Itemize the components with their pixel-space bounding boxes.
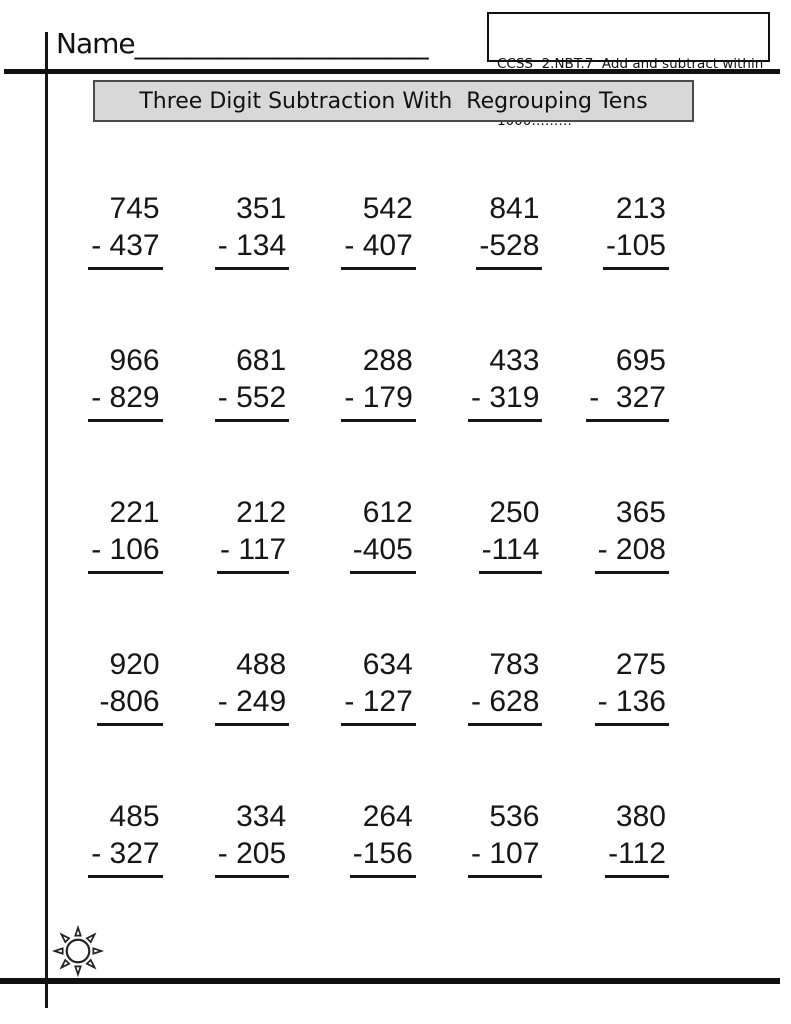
problem-cell <box>595 646 669 726</box>
minuend: 250 <box>489 496 540 529</box>
problem-cell <box>468 342 542 422</box>
minuend: 334 <box>236 800 287 833</box>
problem-cell <box>468 798 542 878</box>
problems-grid <box>36 190 669 878</box>
minuend: 275 <box>615 648 666 681</box>
minuend: 365 <box>615 496 666 529</box>
subtrahend: - 106 <box>88 531 162 574</box>
subtrahend: - 319 <box>468 379 542 422</box>
minuend: 380 <box>615 800 666 833</box>
subtrahend: -112 <box>605 835 669 878</box>
problem-cell <box>215 342 289 422</box>
subtrahend: - 136 <box>595 683 669 726</box>
worksheet-title: Three Digit Subtraction With Regrouping Tens <box>139 88 648 114</box>
problem-cell <box>605 798 669 878</box>
minuend: 221 <box>109 496 160 529</box>
subtrahend: - 117 <box>217 531 289 574</box>
minuend: 920 <box>109 648 160 681</box>
ccss-text-line1: CCSS 2.NBT.7 Add and subtract within <box>497 56 764 72</box>
subtrahend: -405 <box>350 531 416 574</box>
name-field <box>56 27 429 60</box>
subtrahend: - 407 <box>341 227 415 270</box>
minuend: 745 <box>109 192 160 225</box>
problem-cell <box>603 190 669 270</box>
minuend: 695 <box>615 344 666 377</box>
minuend: 213 <box>615 192 666 225</box>
problem-cell <box>350 798 416 878</box>
sun-icon <box>52 925 104 977</box>
subtrahend: - 829 <box>88 379 162 422</box>
subtrahend: - 127 <box>341 683 415 726</box>
problem-cell <box>479 494 543 574</box>
subtrahend: - 552 <box>215 379 289 422</box>
subtrahend: - 628 <box>468 683 542 726</box>
minuend: 485 <box>109 800 160 833</box>
problem-cell <box>341 190 415 270</box>
problem-cell <box>468 646 542 726</box>
subtrahend: - 205 <box>215 835 289 878</box>
problem-cell <box>350 494 416 574</box>
minuend: 212 <box>236 496 287 529</box>
subtrahend: - 249 <box>215 683 289 726</box>
subtrahend: -806 <box>97 683 163 726</box>
problem-cell <box>88 494 162 574</box>
ccss-standard-box <box>487 12 770 72</box>
subtrahend: - 208 <box>595 531 669 574</box>
minuend: 488 <box>236 648 287 681</box>
problem-cell <box>595 494 669 574</box>
minuend: 841 <box>489 192 540 225</box>
subtrahend: - 327 <box>586 379 669 422</box>
subtrahend: -114 <box>479 531 543 574</box>
problem-cell <box>341 342 415 422</box>
problem-cell <box>217 494 289 574</box>
problem-cell <box>97 646 163 726</box>
minuend: 783 <box>489 648 540 681</box>
minuend: 681 <box>236 344 287 377</box>
minuend: 536 <box>489 800 540 833</box>
minuend: 634 <box>362 648 413 681</box>
problem-cell <box>341 646 415 726</box>
minuend: 966 <box>109 344 160 377</box>
minuend: 542 <box>362 192 413 225</box>
minuend: 288 <box>362 344 413 377</box>
problem-cell <box>215 798 289 878</box>
subtrahend: - 179 <box>341 379 415 422</box>
minuend: 433 <box>489 344 540 377</box>
problem-cell <box>476 190 542 270</box>
problem-cell <box>215 646 289 726</box>
name-label: Name <box>56 27 135 60</box>
problem-cell <box>586 342 669 422</box>
subtrahend: - 327 <box>88 835 162 878</box>
name-blank-line: _____________________ <box>134 27 429 60</box>
subtrahend: -105 <box>603 227 669 270</box>
subtrahend: - 134 <box>215 227 289 270</box>
subtrahend: -156 <box>350 835 416 878</box>
minuend: 264 <box>362 800 413 833</box>
minuend: 612 <box>362 496 413 529</box>
title-banner <box>93 80 694 122</box>
subtrahend: - 107 <box>468 835 542 878</box>
subtrahend: -528 <box>476 227 542 270</box>
bottom-rule-line <box>0 978 780 984</box>
problem-cell <box>88 342 162 422</box>
minuend: 351 <box>236 192 287 225</box>
problem-cell <box>88 190 162 270</box>
subtrahend: - 437 <box>88 227 162 270</box>
problem-cell <box>215 190 289 270</box>
problem-cell <box>88 798 162 878</box>
